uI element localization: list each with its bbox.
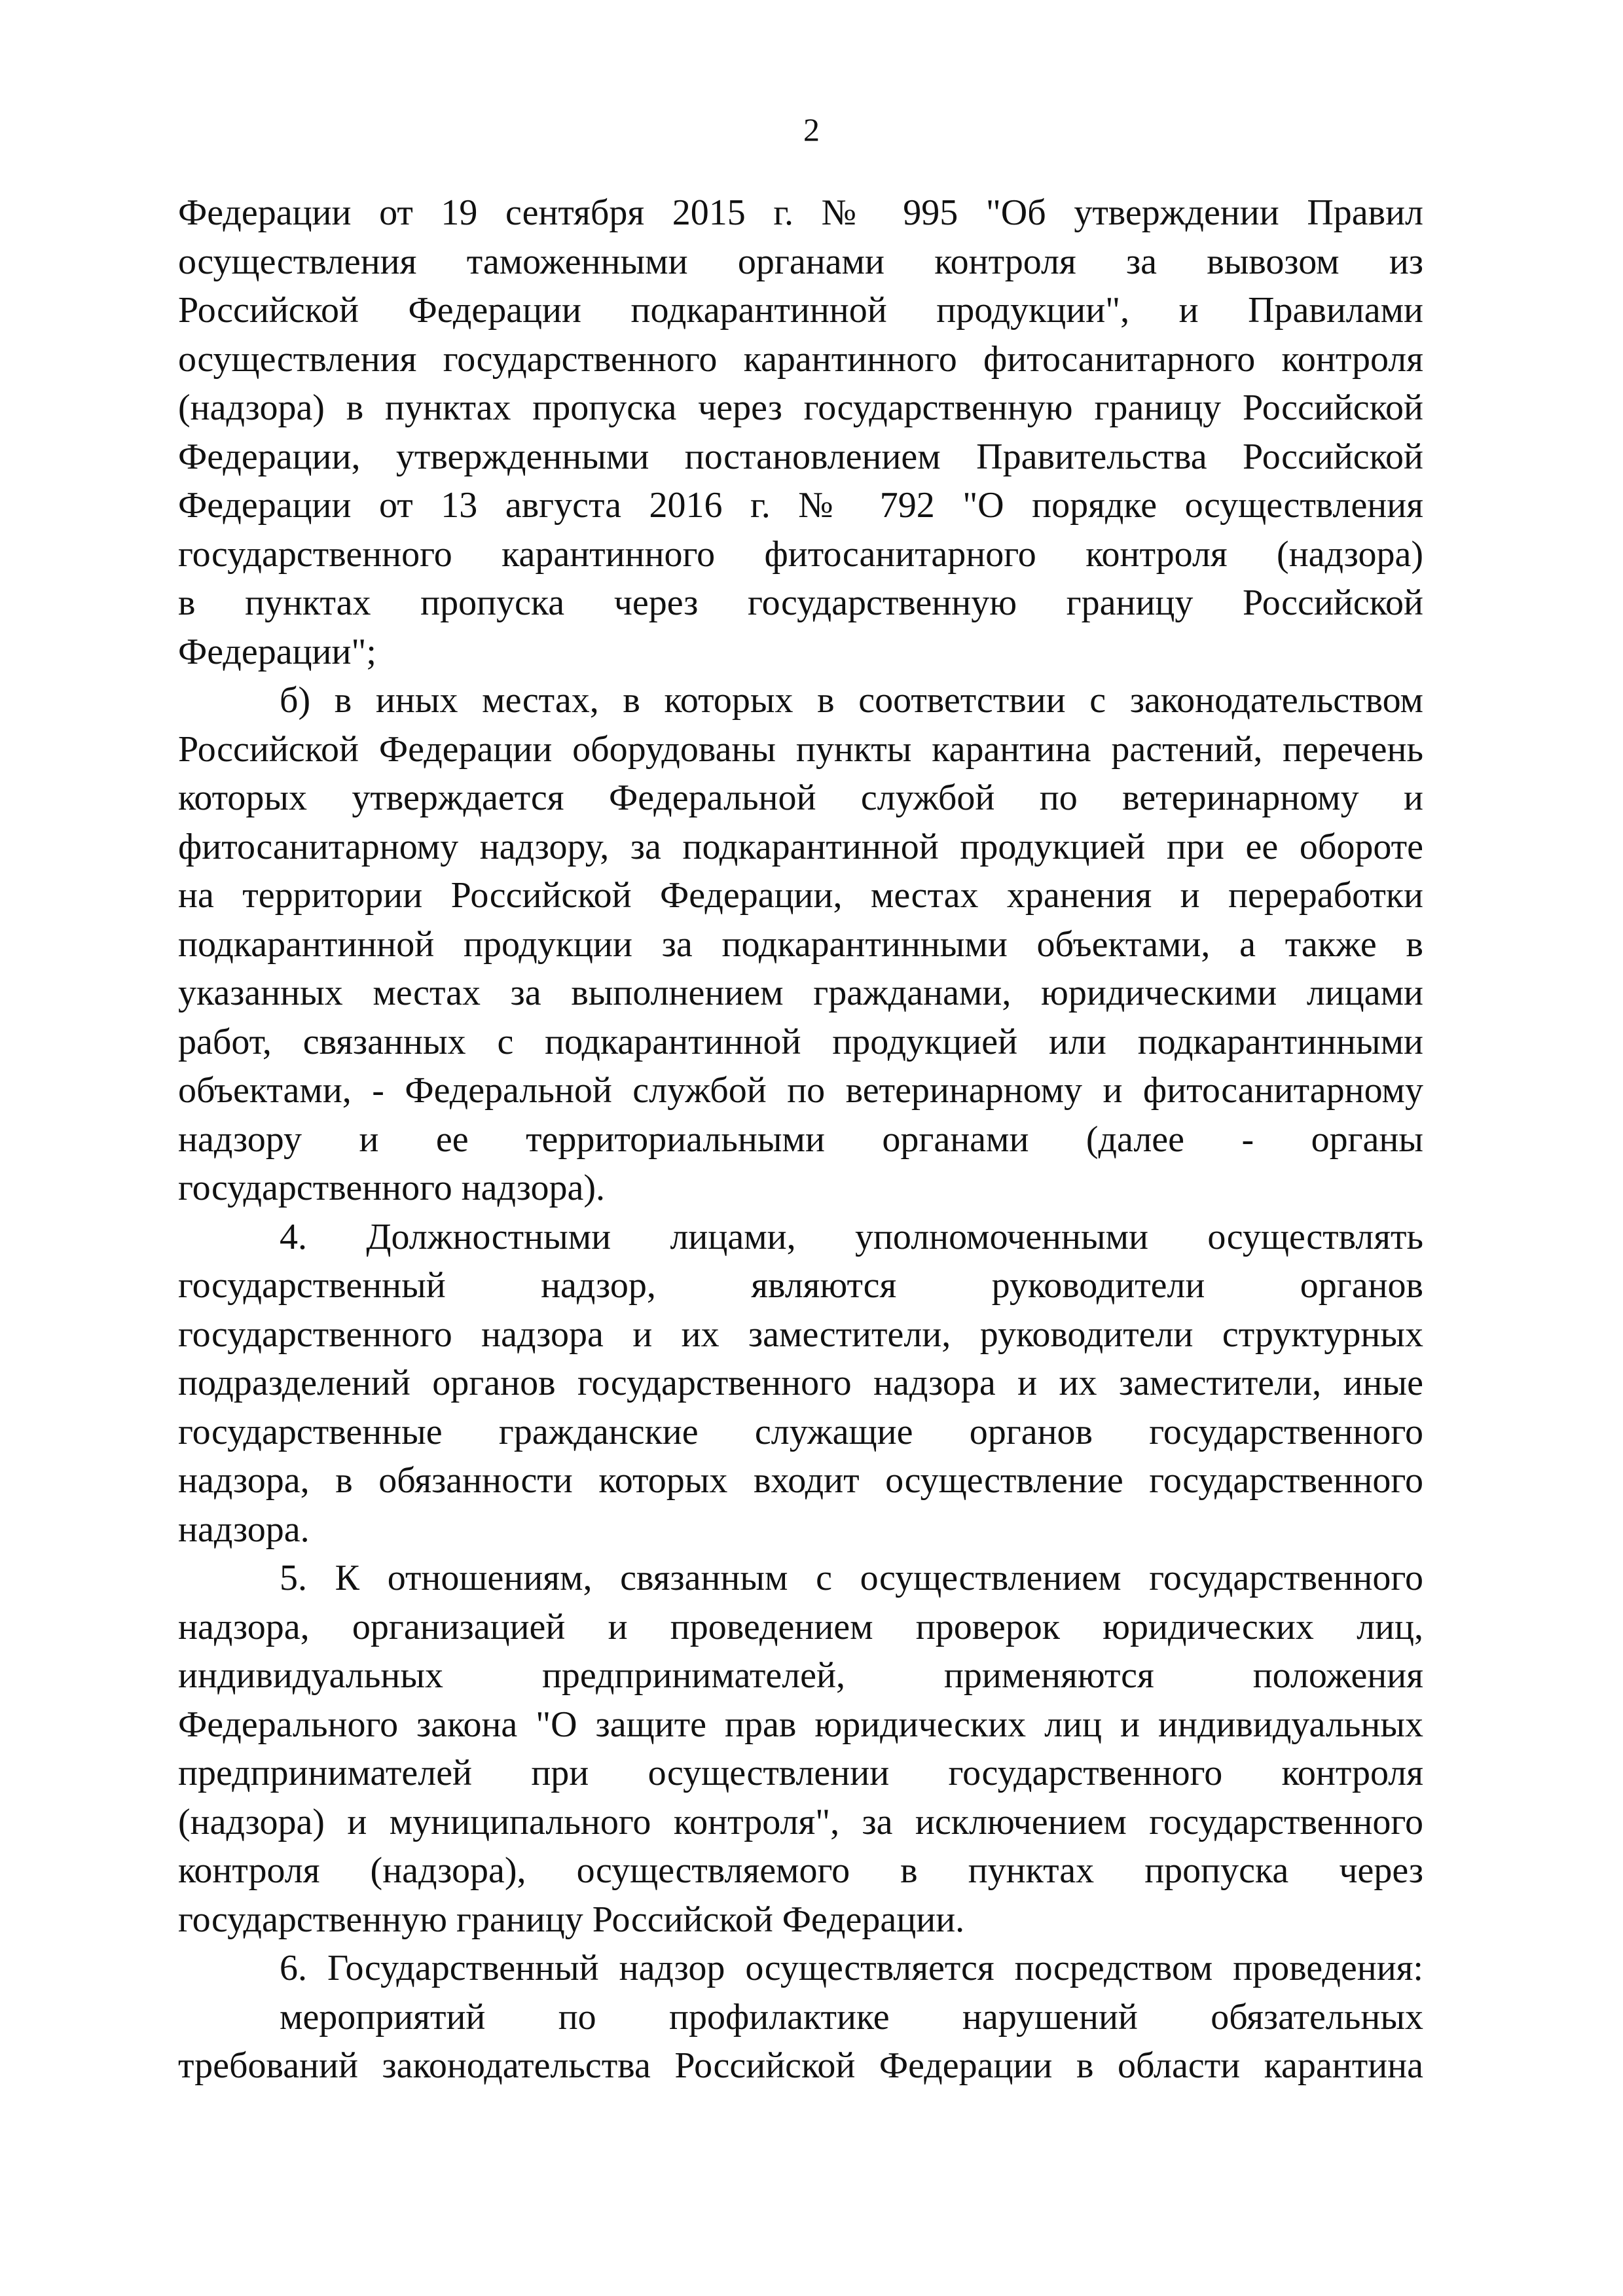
page-number: 2 [803,111,820,148]
text-line: государственную границу Российской Федерации. [178,1899,965,1940]
text-line: подразделений органов государственного надзора и их заместители, иные [178,1363,1423,1403]
document-body [178,188,1423,2090]
text-line: осуществления таможенными органами контроля за вывозом из [178,241,1423,282]
paragraph-b [178,676,1423,1213]
text-line: 6. Государственный надзор осуществляется посредством проведения: [280,1948,1423,1988]
text-line: (надзора) и муниципального контроля", за исключением государственного [178,1801,1423,1842]
text-line: фитосанитарному надзору, за подкарантинной продукцией при ее обороте [178,826,1423,867]
text-line: Федерации от 13 августа 2016 г. № 792 "О порядке осуществления [178,485,1423,526]
text-line: Федерации"; [178,631,376,672]
paragraph-6 [178,1944,1423,1993]
text-line: предпринимателей при осуществлении государственного контроля [178,1753,1423,1793]
text-line: мероприятий по профилактике нарушений обязательных [280,1996,1423,2037]
text-line: Российской Федерации оборудованы пункты карантина растений, перечень [178,728,1423,770]
text-line: государственного надзора и их заместители, руководители структурных [178,1314,1423,1355]
text-line: 4. Должностными лицами, уполномоченными осуществлять [280,1216,1423,1257]
text-line: надзора. [178,1509,310,1550]
text-line: государственный надзор, являются руководители органов [178,1265,1423,1306]
text-line: требований законодательства Российской Федерации в области карантина [178,2045,1423,2086]
text-line: (надзора) в пунктах пропуска через государственную границу Российской [178,387,1423,428]
paragraph-4 [178,1213,1423,1554]
text-line: осуществления государственного карантинного фитосанитарного контроля [178,338,1423,380]
text-line: надзора, организацией и проведением проверок юридических лиц, [178,1606,1423,1647]
text-line: указанных местах за выполнением гражданами, юридическими лицами [178,973,1423,1013]
text-line: Российской Федерации подкарантинной продукции", и Правилами [178,290,1423,331]
text-line: на территории Российской Федерации, местах хранения и переработки [178,875,1423,916]
text-line: которых утверждается Федеральной службой по ветеринарному и [178,778,1423,818]
text-line: надзора, в обязанности которых входит осуществление государственного [178,1460,1423,1501]
text-line: подкарантинной продукции за подкарантинными объектами, а также в [178,924,1423,965]
text-line: 5. К отношениям, связанным с осуществлением государственного [280,1558,1423,1598]
paragraph-5 [178,1554,1423,1944]
text-line: работ, связанных с подкарантинной продукцией или подкарантинными [178,1021,1423,1062]
text-line: Федерации от 19 сентября 2015 г. № 995 "Об утверждении Правил [178,192,1423,233]
text-line: государственные гражданские служащие органов государственного [178,1411,1423,1452]
text-line: контроля (надзора), осуществляемого в пунктах пропуска через [178,1850,1423,1891]
text-line: Федерации, утвержденными постановлением Правительства Российской [178,436,1423,477]
text-line: Федерального закона "О защите прав юридических лиц и индивидуальных [178,1704,1423,1745]
text-line: в пунктах пропуска через государственную границу Российской [178,583,1423,623]
text-line: государственного надзора). [178,1168,606,1208]
text-line: объектами, - Федеральной службой по ветеринарному и фитосанитарному [178,1070,1423,1111]
text-line: надзору и ее территориальными органами (далее - органы [178,1119,1423,1160]
paragraph-continued [178,188,1423,676]
text-line: индивидуальных предпринимателей, применяются положения [178,1655,1423,1696]
text-line: государственного карантинного фитосанитарного контроля (надзора) [178,533,1423,575]
paragraph-6-list-item [178,1993,1423,2090]
text-line: б) в иных местах, в которых в соответствии с законодательством [280,680,1423,721]
